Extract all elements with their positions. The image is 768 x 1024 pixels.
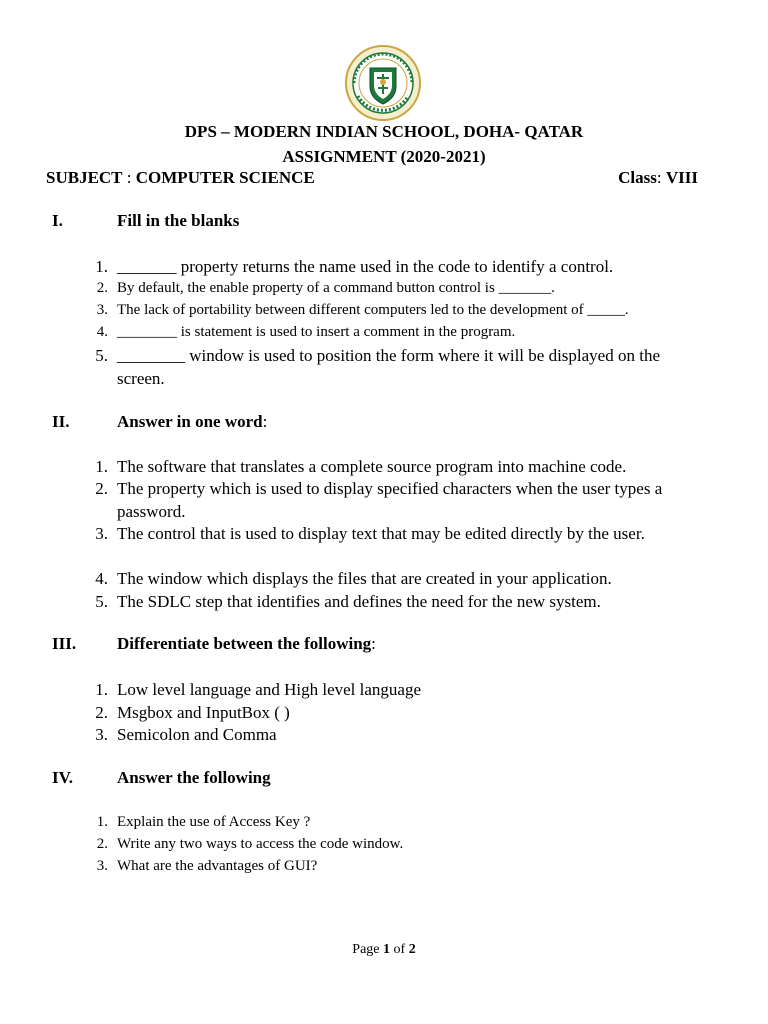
- of-word: of: [393, 942, 406, 957]
- question-text: By default, the enable property of a command button control is _______.: [117, 280, 555, 296]
- question-number: 5.: [95, 346, 108, 365]
- question-number: 1.: [96, 814, 108, 830]
- question-item: [90, 811, 730, 834]
- page-footer: [0, 941, 768, 959]
- question-number: 2.: [95, 479, 108, 498]
- question-number: 1.: [95, 257, 108, 276]
- question-item: [90, 299, 730, 322]
- question-text: What are the advantages of GUI?: [117, 858, 318, 874]
- question-number: 1.: [95, 457, 108, 476]
- question-item: [90, 833, 730, 856]
- question-text: Write any two ways to access the code window.: [117, 836, 404, 852]
- question-number: 4.: [95, 569, 108, 588]
- section-title: Answer the following: [117, 768, 271, 787]
- page-word: Page: [352, 942, 380, 957]
- question-item: [90, 855, 730, 878]
- question-number: 4.: [96, 324, 108, 340]
- question-text: The property which is used to display specified characters when the user types a password.: [117, 479, 663, 521]
- question-item: [90, 701, 730, 724]
- question-item: [90, 255, 730, 278]
- question-text: The control that is used to display text that may be edited directly by the user.: [117, 524, 645, 543]
- school-crest-icon: [344, 44, 422, 122]
- school-name: DPS – MODERN INDIAN SCHOOL, DOHA- QATAR: [184, 122, 584, 141]
- question-text: Semicolon and Comma: [117, 725, 277, 744]
- question-item: [90, 590, 730, 613]
- question-number: 5.: [95, 592, 108, 611]
- question-number: 2.: [95, 703, 108, 722]
- question-item: [90, 477, 700, 523]
- section-number: IV.: [52, 768, 73, 787]
- question-item: [90, 567, 730, 590]
- section-title: Fill in the blanks: [117, 211, 240, 230]
- section-title: Answer in one word:: [117, 412, 268, 431]
- section-number: III.: [52, 634, 77, 653]
- question-text: Msgbox and InputBox ( ): [117, 703, 290, 722]
- question-item: [90, 455, 730, 478]
- question-text: _______ property returns the name used in the code to identify a control.: [117, 257, 614, 276]
- page-number: 1: [383, 942, 391, 957]
- question-text: The software that translates a complete source program into machine code.: [117, 457, 627, 476]
- subject-row: [46, 168, 698, 188]
- question-item: [90, 277, 730, 300]
- question-number: 2.: [96, 280, 108, 296]
- subject-label: SUBJECT: [46, 168, 123, 187]
- question-number: 1.: [95, 680, 108, 699]
- class-value: VIII: [665, 168, 698, 187]
- question-text: Low level language and High level language: [117, 680, 421, 699]
- question-text: The window which displays the files that are created in your application.: [117, 569, 612, 588]
- class-line: [618, 168, 698, 188]
- subject-value: COMPUTER SCIENCE: [135, 168, 315, 187]
- question-number: 3.: [95, 725, 108, 744]
- assignment-title: ASSIGNMENT (2020-2021): [282, 147, 486, 166]
- question-item: [90, 522, 690, 545]
- subject-separator: :: [122, 168, 136, 187]
- question-item: [90, 678, 730, 701]
- subject-line: [46, 168, 315, 188]
- class-separator: :: [656, 168, 666, 187]
- question-text: ________ is statement is used to insert a comment in the program.: [117, 324, 516, 340]
- question-text: The lack of portability between different computers led to the development of _____.: [117, 302, 629, 318]
- question-item: [90, 723, 730, 746]
- question-text: Explain the use of Access Key ?: [117, 814, 311, 830]
- section-number: II.: [52, 412, 70, 431]
- question-item: [90, 321, 730, 344]
- question-item: [90, 344, 710, 390]
- page-total: 2: [408, 942, 416, 957]
- question-text: ________ window is used to position the form where it will be displayed on the screen.: [117, 346, 660, 388]
- question-number: 3.: [95, 524, 108, 543]
- question-number: 3.: [96, 858, 108, 874]
- class-label: Class: [618, 168, 657, 187]
- section-title: Differentiate between the following:: [117, 634, 376, 653]
- question-number: 3.: [96, 302, 108, 318]
- question-number: 2.: [96, 836, 108, 852]
- section-number: I.: [52, 211, 63, 230]
- question-text: The SDLC step that identifies and defines the need for the new system.: [117, 592, 601, 611]
- school-logo: [344, 44, 422, 122]
